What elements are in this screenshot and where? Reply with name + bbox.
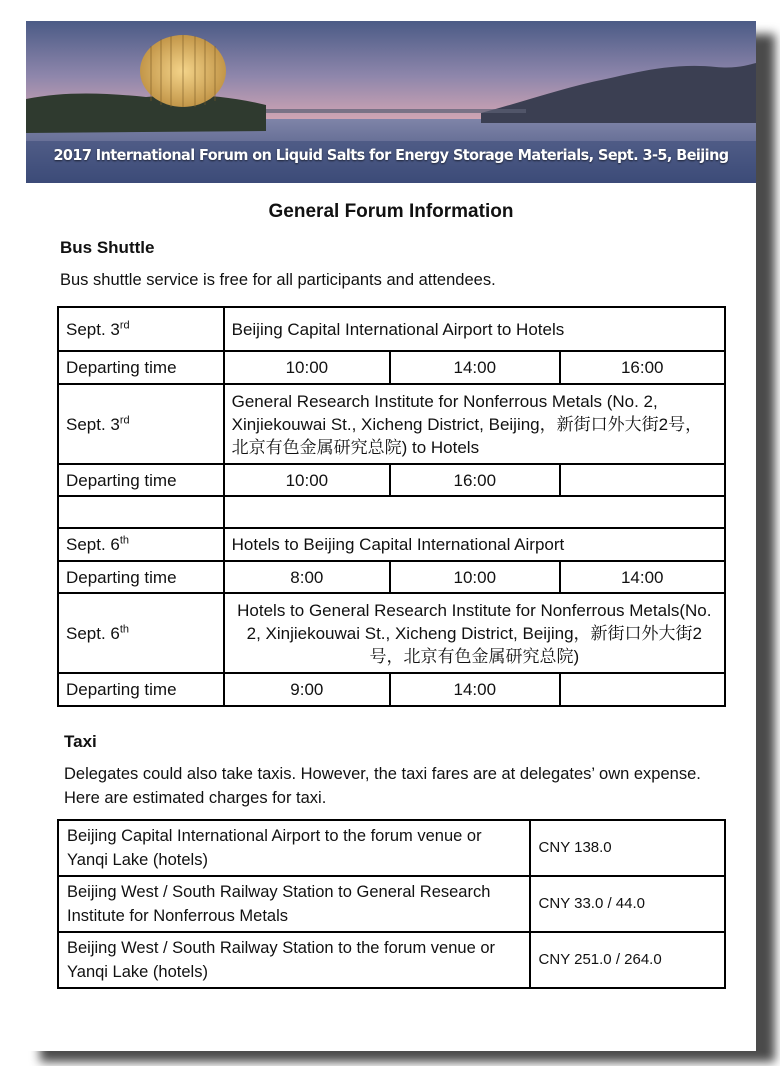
date-cell: Sept. 6th [58,528,224,561]
departing-label: Departing time [58,673,224,706]
date-cell: Sept. 3rd [58,307,224,351]
time-cell: 10:00 [224,351,390,384]
table-row [58,384,725,464]
taxi-fare-cell: CNY 33.0 / 44.0 [530,876,725,932]
time-cell: 9:00 [224,673,390,706]
taxi-route-cell: Beijing Capital International Airport to the forum venue or Yanqi Lake (hotels) [58,820,530,876]
taxi-intro: Delegates could also take taxis. However, the taxi fares are at delegates’ own expense. Here are estimated charges for taxi. [64,765,701,807]
bus-shuttle-heading: Bus Shuttle [60,238,155,257]
bus-schedule-table [57,306,726,707]
taxi-fare-cell: CNY 138.0 [530,820,725,876]
document-page [26,21,756,1051]
time-cell: 16:00 [560,351,726,384]
time-cell: 14:00 [390,351,559,384]
table-row [58,464,725,496]
table-row [58,351,725,384]
departing-label: Departing time [58,351,224,384]
time-cell: 10:00 [390,561,559,593]
empty-cell [224,496,725,528]
route-cell: General Research Institute for Nonferrous Metals (No. 2, Xinjiekouwai St., Xicheng District, Beijing，新街口外大街2号，北京有色金属研究总院) to Hotels [224,384,725,464]
table-row [58,307,725,351]
taxi-route-cell: Beijing West / South Railway Station to the forum venue or Yanqi Lake (hotels) [58,932,530,988]
time-cell: 10:00 [224,464,390,496]
empty-cell [58,496,224,528]
date-cell: Sept. 6th [58,593,224,673]
page-title: General Forum Information [268,201,514,222]
time-cell [560,464,726,496]
taxi-fare-table [57,819,726,989]
table-row [58,876,725,932]
table-row [58,561,725,593]
departing-label: Departing time [58,561,224,593]
time-cell: 8:00 [224,561,390,593]
table-row [58,593,725,673]
time-cell: 14:00 [390,673,559,706]
route-cell: Beijing Capital International Airport to Hotels [224,307,725,351]
time-cell: 14:00 [560,561,726,593]
table-row [58,673,725,706]
route-cell: Hotels to General Research Institute for Nonferrous Metals(No. 2, Xinjiekouwai St., Xicheng District, Beijing，新街口外大街2号，北京有色金属研究总院) [224,593,725,673]
taxi-route-cell: Beijing West / South Railway Station to General Research Institute for Nonferrous Metals [58,876,530,932]
departing-label: Departing time [58,464,224,496]
time-cell: 16:00 [390,464,559,496]
date-cell: Sept. 3rd [58,384,224,464]
table-row-empty [58,496,725,528]
table-row [58,820,725,876]
taxi-heading: Taxi [64,732,97,751]
route-cell: Hotels to Beijing Capital International Airport [224,528,725,561]
time-cell [560,673,726,706]
taxi-fare-cell: CNY 251.0 / 264.0 [530,932,725,988]
header-banner [26,21,756,183]
bus-shuttle-intro: Bus shuttle service is free for all participants and attendees. [60,271,496,289]
table-row [58,528,725,561]
banner-title: 2017 International Forum on Liquid Salts for Energy Storage Materials, Sept. 3-5, Beijing [53,146,729,164]
table-row [58,932,725,988]
